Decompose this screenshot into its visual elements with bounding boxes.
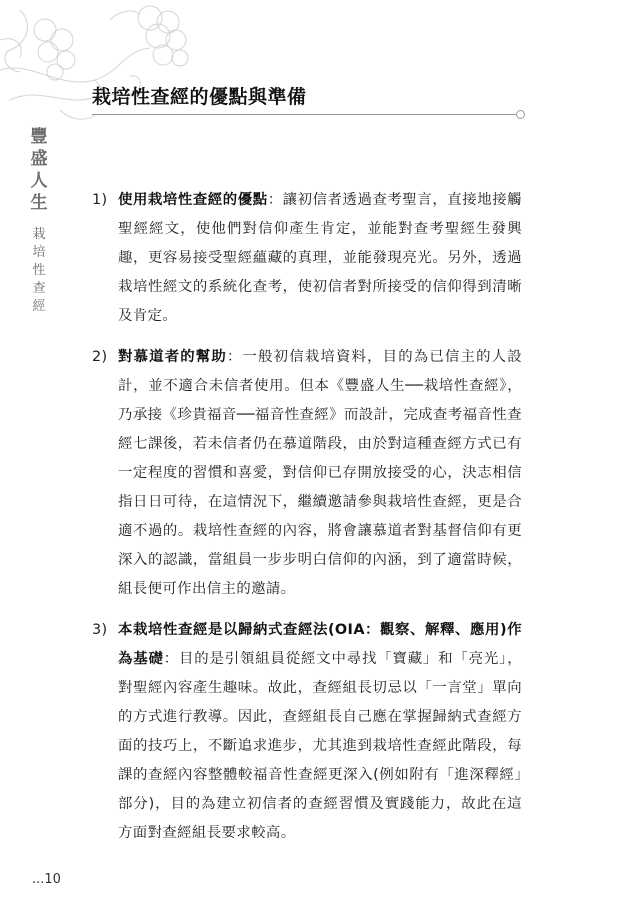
- item-number: 1): [92, 192, 108, 208]
- series-subtitle-char: 培: [32, 245, 46, 260]
- item-body: ：目的是引領組員從經文中尋找「寶藏」和「亮光」，對聖經內容產生趣味。故此，查經組長切忌以「一言堂」單向的方式進行教導。因此，查經組長自己應在掌握歸納式查經方面的技巧上，不斷追求進步，尤其進到栽培性查經此階段，每課的查經內容整體較福音性查經更深入(例如附有「進深釋經」部分)，目的為建立初信者的查經習慣及實踐能力，故此在這方面對查經組長要求較高。: [118, 651, 523, 841]
- series-subtitle-char: 查: [32, 281, 46, 296]
- page-title: 栽培性查經的優點與準備: [92, 86, 307, 108]
- series-title-char: 生: [30, 193, 48, 213]
- item-number: 3): [92, 622, 108, 638]
- series-title-char: 人: [30, 171, 48, 191]
- series-subtitle-char: 經: [32, 299, 46, 314]
- list-item: [92, 186, 522, 331]
- item-heading: 本栽培性查經是以歸納式查經法(OIA：觀察、解釋、應用)作為基礎: [118, 622, 522, 667]
- series-title-char: 盛: [30, 149, 48, 169]
- grape-vine-decoration: [0, 0, 200, 140]
- item-heading: 對慕道者的幫助: [118, 349, 227, 365]
- title-underline-end-circle: [516, 110, 525, 119]
- series-title-char: 豐: [30, 127, 48, 147]
- list-item: [92, 343, 522, 604]
- series-title: [30, 126, 48, 214]
- article-body: [92, 186, 522, 860]
- page-number: ...10: [32, 872, 61, 887]
- item-heading: 使用栽培性查經的優點: [118, 192, 268, 208]
- title-underline: [92, 114, 517, 115]
- list-item: [92, 616, 522, 848]
- series-subtitle-char: 性: [32, 263, 46, 278]
- series-subtitle-char: 栽: [32, 227, 46, 242]
- item-body: ：讓初信者透過查考聖言，直接地接觸聖經經文，使他們對信仰產生肯定，並能對查考聖經生發興趣，更容易接受聖經蘊藏的真理，並能發現亮光。另外，透過栽培性經文的系統化查考，使初信者對所接受的信仰得到清晰及肯定。: [118, 192, 522, 324]
- series-subtitle: [31, 226, 47, 316]
- item-number: 2): [92, 349, 108, 365]
- item-body: ：一般初信栽培資料，目的為已信主的人設計，並不適合未信者使用。但本《豐盛人生──栽培性查經》，乃承接《珍貴福音──福音性查經》而設計，完成查考福音性查經七課後，若未信者仍在慕道階段，由於對這種查經方式已有一定程度的習慣和喜愛，對信仰已存開放接受的心，決志相信指日日可待，在這情況下，繼續邀請參與栽培性查經，更是合適不過的。栽培性查經的內容，將會讓慕道者對基督信仰有更深入的認識，當組員一步步明白信仰的內涵，到了適當時候，組長便可作出信主的邀請。: [118, 349, 522, 597]
